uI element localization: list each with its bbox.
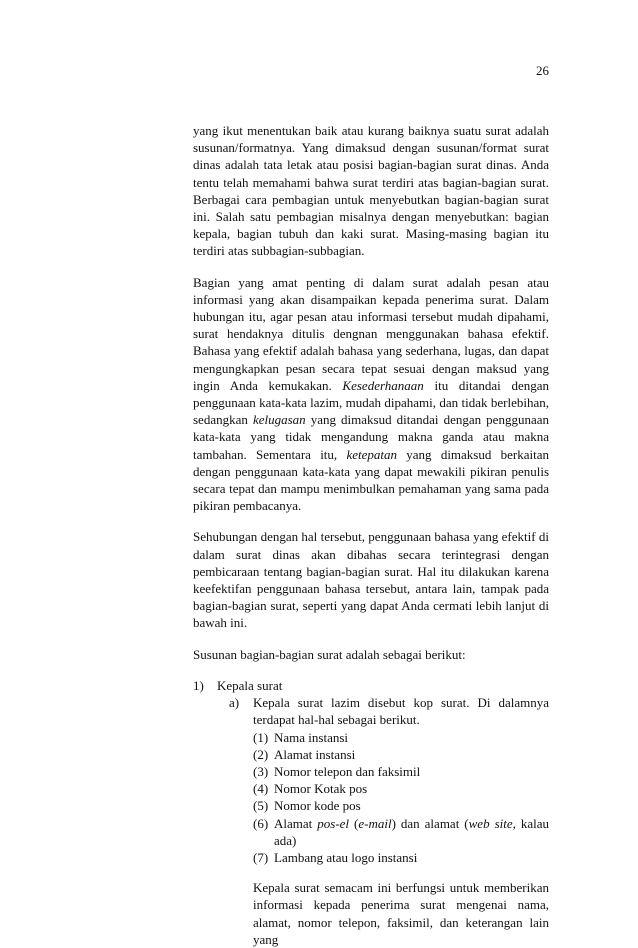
term-e-mail: e-mail [358,815,392,831]
paragraph-2-text-3: yang dimaksud ditandai dengan penggunaan kata-kata yang tidak mengandung makna ganda atau makna tambahan. Sementara itu, [193,412,549,462]
paragraph-2-text-4: yang dimaksud berkaitan dengan penggunaan kata-kata yang dapat mewakili pikiran penulis secara tepat dan mampu menimbulkan pemahaman yang sama pada pikiran pembacanya. [193,446,550,514]
term-kelugasan: kelugasan [252,412,306,428]
point-number: (7) [253,849,269,865]
paragraph-1: yang ikut menentukan baik atau kurang baiknya suatu surat adalah susunan/formatnya. Yang dimaksud dengan susunan/format surat dinas adalah tata letak atau posisi bagian-bagian surat dinas. Anda tentu telah memahami bahwa surat terdiri atas bagian-bagian surat. Berbagai cara pembagian untuk menyebutkan bagian-bagian surat ini. Salah satu pembagian misalnya dengan menyebutkan: bagian kepala, bagian tubuh dan kaki surat. Masing-masing bagian itu terdiri atas subbagian-subbagian. [193,123,549,259]
point-list [253,729,549,867]
page-content [193,122,549,948]
paragraph-2-text-1: Bagian yang amat penting di dalam surat adalah pesan atau informasi yang akan disampaikan kepada penerima surat. Dalam hubungan itu, agar pesan atau informasi tersebut mudah dipahami, surat hendaknya ditulis dengnan menggunakan bahasa efektif. Bahasa yang efektif adalah bahasa yang sederhana, lugas, dan dapat mengungkapkan pesan secara tepat sesuai dengan maksud yang ingin Anda kemukakan. [193,274,549,393]
list-item-body [217,677,549,948]
point-text-part: , kalau ada) [274,815,550,848]
point-number: (6) [253,815,269,831]
term-pos-el: pos-el [317,815,350,831]
point-text: Nomor telepon dan faksimil [274,763,421,779]
follow-up-paragraph: Kepala surat semacam ini berfungsi untuk memberikan informasi kepada penerima surat mengenai nama, alamat, nomor telepon, faksimil, dan keterangan lain yang [253,880,549,947]
sublist-letter: a) [229,695,240,711]
point-item [253,746,549,763]
sublist-item-a [229,694,549,948]
sublist-item-body [253,694,549,948]
point-item [253,849,549,866]
point-text-part: ( [349,815,359,831]
paragraph-2 [193,274,549,515]
point-text [274,815,549,849]
point-text-part: Alamat [274,815,318,831]
point-text: Lambang atau logo instansi [274,849,418,865]
term-ketepatan: ketepatan [346,446,397,462]
point-item [253,780,549,797]
point-text: Alamat instansi [274,746,356,762]
list-item-kepala-surat [193,677,549,948]
list-item-label: Kepala surat [217,677,283,693]
point-number: (4) [253,781,269,797]
paragraph-3: Sehubungan dengan hal tersebut, penggunaan bahasa yang efektif di dalam surat dinas akan dibahas secara terintegrasi dengan pembicaraan tentang bagian-bagian surat. Hal itu dilakukan karena keefektifan penggunaan bahasa tersebut, antara lain, tampak pada bagian-bagian surat, seperti yang dapat Anda cermati lebih lanjut di bawah ini. [193,529,549,631]
point-number: (3) [253,763,269,779]
point-text: Nomor kode pos [274,798,361,814]
point-item [253,815,549,849]
point-number: (5) [253,798,269,814]
page-number: 26 [536,63,549,78]
term-kesederhanaan: Kesederhanaan [342,377,424,393]
point-item [253,763,549,780]
list-number: 1) [193,677,204,693]
point-number: (1) [253,729,269,745]
point-item [253,797,549,814]
term-web-site: web site [468,815,513,831]
point-number: (2) [253,746,269,762]
paragraph-2-text-2: itu ditandai dengan penggunaan kata-kata lazim, mudah dipahami, dan tidak berlebihan, sedangkan [193,377,550,428]
point-text: Nama instansi [274,729,349,745]
paragraph-4: Susunan bagian-bagian surat adalah sebagai berikut: [193,646,466,662]
point-text-part: ) dan alamat ( [391,815,469,831]
sublist-item-text: Kepala surat lazim disebut kop surat. Di dalamnya terdapat hal-hal sebagai berikut. [253,695,549,728]
point-text: Nomor Kotak pos [274,781,368,797]
point-item [253,729,549,746]
